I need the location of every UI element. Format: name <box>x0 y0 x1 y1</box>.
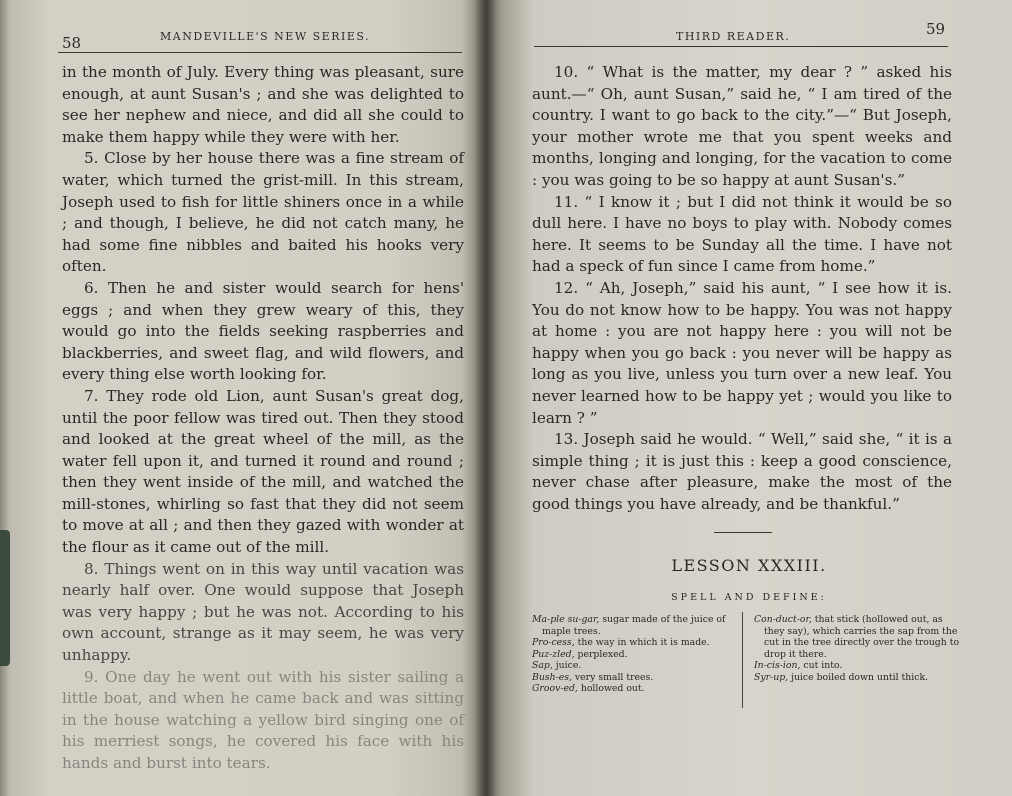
page-edge-tab <box>0 530 10 666</box>
paragraph: 7. They rode old Lion, aunt Susan's great dog, until the poor fellow was tired out. Then they stood and looked at the great wheel of the mill, as the water fell upon it, and turned it round and round ; then they went inside of the mill, and watched the mill-stones, whirling so fast that they did not seem to move at all ; and then they gazed with wonder at the flour as it came out of the mill. <box>62 386 464 557</box>
paragraph: 12. “ Ah, Joseph,” said his aunt, “ I see how it is. You do not know how to be happy. You was not happy at home : you are not happy here : you will not be happy when you go back : you never will be happy as long as you live, unless you turn over a new leaf. You never learned how to be happy yet ; would you like to learn ? ” <box>532 278 952 427</box>
definitions-right-column <box>754 614 960 683</box>
definition-entry: Pro-cess, the way in which it is made. <box>532 637 710 648</box>
lesson-title: LESSON XXXIII. <box>671 556 827 575</box>
header-rule <box>534 46 948 47</box>
definition-entry: Puz-zled, perplexed. <box>532 648 628 660</box>
paragraph: 8. Things went on in this way until vacation was nearly half over. One would suppose that Joseph was very happy ; but he was not. According to his own account, strange as it may seem, he was very unhappy. <box>62 559 464 665</box>
paragraph: in the month of July. Every thing was pleasant, sure enough, at aunt Susan's ; and she was delighted to see her nephew and niece, and did all she could to make them happy while they were with her. <box>62 63 464 146</box>
column-divider <box>742 612 743 708</box>
section-divider <box>714 532 772 533</box>
left-page <box>0 0 486 796</box>
definition-entry: Syr-up, juice boiled down until thick. <box>754 671 929 683</box>
definition-entry: Con-duct-or, that stick (hollowed out, as they say), which carries the sap from the cut in the tree directly over the trough to drop it there. <box>754 614 960 660</box>
paragraph: 9. One day he went out with his sister sailing a little boat, and when he came back and was sitting in the house watching a yellow bird singing one of his merriest songs, he covered his face with his hands and burst into tears. <box>62 667 464 772</box>
page-number: 59 <box>926 20 946 38</box>
header-rule <box>58 52 462 53</box>
definition-entry: Groov-ed, hollowed out. <box>532 683 645 694</box>
paragraph: 5. Close by her house there was a fine stream of water, which turned the grist-mill. In this stream, Joseph used to fish for little shiners once in a while ; and though, I believe, he did not catch many, he had some fine nibbles and baited his hooks very often. <box>62 149 464 276</box>
left-body-text <box>62 62 464 775</box>
right-page <box>486 0 1012 796</box>
running-head: MANDEVILLE'S NEW SERIES. <box>160 30 370 43</box>
right-body-text <box>532 62 952 515</box>
paragraph: 13. Joseph said he would. “ Well,” said she, “ it is a simple thing ; it is just this : keep a good conscience, never chase after pleasure, make the most of the good things you have already, and be thankful.” <box>532 430 952 513</box>
spell-and-define-heading: SPELL AND DEFINE: <box>671 592 827 603</box>
running-head: THIRD READER. <box>676 30 791 43</box>
definitions-left-column <box>532 614 730 695</box>
book-gutter <box>474 0 496 796</box>
definition-entry: Ma-ple su-gar, sugar made of the juice of maple trees. <box>532 614 726 637</box>
paragraph: 6. Then he and sister would search for hens' eggs ; and when they grew weary of this, they would go into the fields seeking raspberries and blackberries, and sweet flag, and wild flowers, and every thing else worth looking for. <box>62 278 464 384</box>
definition-entry: Sap, juice. <box>532 660 582 671</box>
definition-entry: In-cis-ion, cut into. <box>754 660 843 671</box>
paragraph: 10. “ What is the matter, my dear ? ” asked his aunt.—“ Oh, aunt Susan,” said he, “ I am tired of the country. I want to go back to the city.”—“ But Joseph, your mother wrote me that you spent weeks and months, longing and longing, for the vacation to come : you was going to be so happy at aunt Susan's.” <box>532 63 952 189</box>
definition-entry: Bush-es, very small trees. <box>532 671 654 683</box>
page-number: 58 <box>62 34 82 52</box>
paragraph: 11. “ I know it ; but I did not think it would be so dull here. I have no boys to play with. Nobody comes here. It seems to be Sunday all the time. I have not had a speck of fun since I came from home.” <box>532 192 952 276</box>
